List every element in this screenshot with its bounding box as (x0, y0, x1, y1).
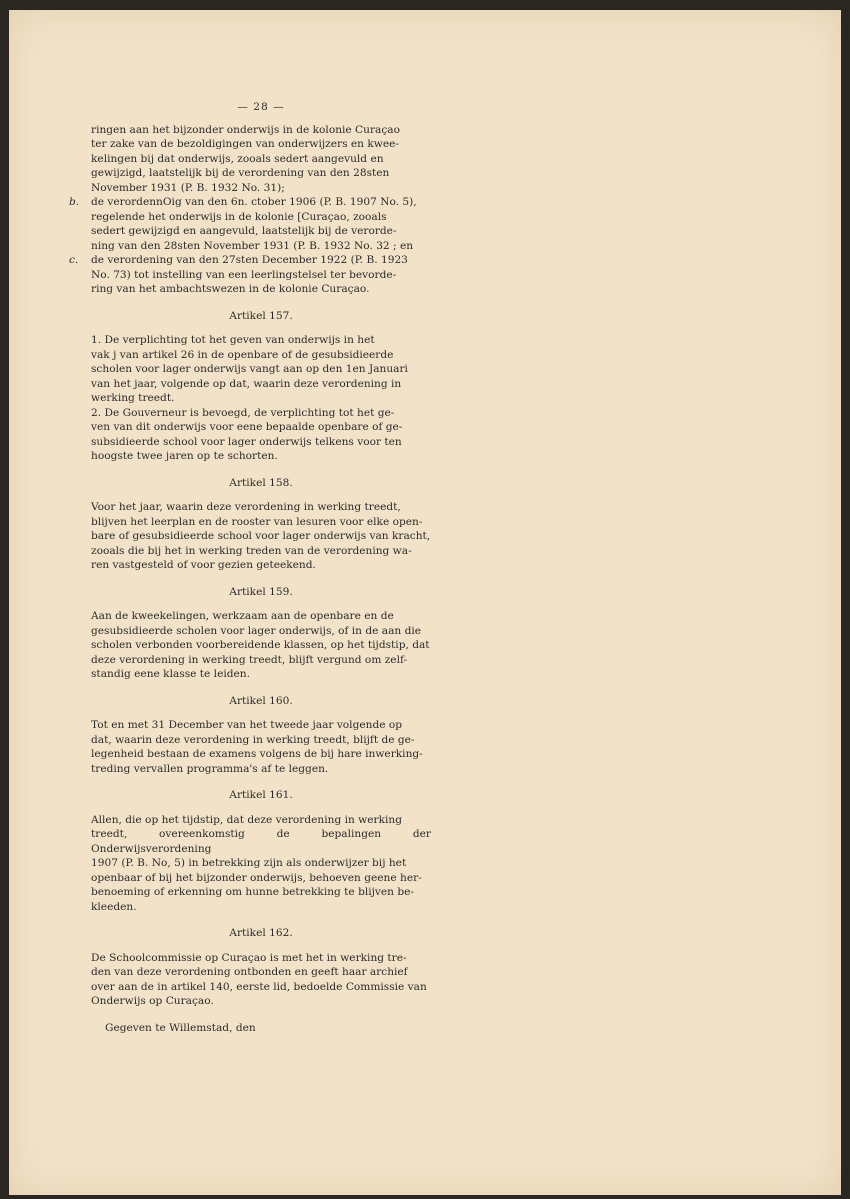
list-label: c. (69, 254, 79, 266)
text-line: Tot en met 31 December van het tweede jaar volgende op (91, 719, 403, 731)
text-line: kleeden. (91, 900, 137, 913)
article-heading: Artikel 159. (229, 585, 293, 598)
text-line: 2. De Gouverneur is bevoegd, de verplichting tot het ge- (91, 406, 395, 419)
article-body (91, 951, 431, 1009)
text-line: Aan de kweekelingen, werkzaam aan de openbare en de (91, 610, 394, 622)
text-line: standig eene klasse te leiden. (91, 668, 250, 680)
text-line: den van deze verordening ontbonden en geeft haar archief (91, 966, 408, 978)
text-line: openbaar of bij het bijzonder onderwijs, behoeven geene her- (91, 871, 422, 884)
closing-line: Gegeven te Willemstad, den (105, 1021, 256, 1034)
text-line: deze verordening in werking treedt, blijft vergund om zelf- (91, 653, 408, 666)
article-heading: Artikel 160. (229, 694, 293, 707)
document-text (69, 100, 431, 1035)
text-line: blijven het leerplan en de rooster van lesuren voor elke open- (91, 515, 423, 528)
text-line: No. 73) tot instelling van een leerlingstelsel ter bevorde- (91, 268, 397, 281)
text-line: zooals die bij het in werking treden van de verordening wa- (91, 544, 412, 557)
text-line: Voor het jaar, waarin deze verordening in werking treedt, (91, 501, 401, 513)
text-line: 1907 (P. B. No, 5) in betrekking zijn als onderwijzer bij het (91, 857, 407, 869)
text-line: scholen voor lager onderwijs vangt aan op den 1en Januari (91, 363, 408, 375)
article-body (91, 718, 431, 776)
text-line: benoeming of erkenning om hunne betrekking te blijven be- (91, 886, 414, 898)
article-body (91, 609, 431, 682)
article-heading: Artikel 161. (229, 789, 293, 801)
text-line: treedt, overeenkomstig de bepalingen der Onderwijsverordening (91, 828, 431, 855)
article-heading: Artikel 157. (229, 309, 293, 322)
text-line: subsidieerde school voor lager onderwijs telkens voor ten (91, 435, 402, 448)
text-line: regelende het onderwijs in de kolonie [Curaçao, zooals (91, 210, 387, 223)
text-line: werking treedt. (91, 392, 175, 404)
text-line: bare of gesubsidieerde school voor lager onderwijs van kracht, (91, 530, 431, 542)
text-line: ringen aan het bijzonder onderwijs in de kolonie Curaçao (91, 123, 400, 136)
intro-paragraph (91, 123, 431, 196)
text-line: legenheid bestaan de examens volgens de bij hare inwerking- (91, 748, 423, 760)
article-heading: Artikel 158. (229, 476, 293, 489)
article-body (91, 813, 431, 915)
text-line: ter zake van de bezoldigingen van onderwijzers en kwee- (91, 138, 399, 150)
document-page (9, 10, 841, 1195)
text-line: November 1931 (P. B. 1932 No. 31); (91, 181, 285, 194)
list-item-c (69, 253, 431, 297)
text-line: over aan de in artikel 140, eerste lid, bedoelde Commissie van (91, 980, 427, 993)
text-line: scholen verbonden voorbereidende klassen, op het tijdstip, dat (91, 639, 430, 651)
text-line: Onderwijs op Curaçao. (91, 995, 214, 1007)
text-line: vak j van artikel 26 in de openbare of de gesubsidieerde (91, 348, 394, 361)
text-line: 1. De verplichting tot het geven van onderwijs in het (91, 334, 375, 346)
text-line: gesubsidieerde scholen voor lager onderwijs, of in de aan die (91, 624, 422, 637)
list-label: b. (69, 196, 80, 208)
page-number: — 28 — (237, 101, 285, 113)
text-line: ven van dit onderwijs voor eene bepaalde openbare of ge- (91, 421, 403, 433)
text-line: ren vastgesteld of voor gezien geteekend. (91, 559, 316, 571)
text-line: dat, waarin deze verordening in werking treedt, blijft de ge- (91, 733, 415, 746)
text-line: ring van het ambachtswezen in de kolonie Curaçao. (91, 283, 370, 295)
list-item-b (69, 195, 431, 253)
text-line: treding vervallen programma's af te leggen. (91, 762, 329, 775)
article-body (91, 333, 431, 464)
text-line: kelingen bij dat onderwijs, zooals sedert aangevuld en (91, 152, 384, 165)
text-line: de verordennOig van den 6n. ctober 1906 (P. B. 1907 No. 5), (91, 196, 417, 208)
text-line: De Schoolcommissie op Curaçao is met het in werking tre- (91, 951, 407, 964)
article-body (91, 500, 431, 573)
text-line: hoogste twee jaren op te schorten. (91, 450, 278, 462)
article-heading: Artikel 162. (229, 927, 293, 939)
text-line: van het jaar, volgende op dat, waarin deze verordening in (91, 377, 402, 390)
text-line: gewijzigd, laatstelijk bij de verordening van den 28sten (91, 167, 390, 179)
text-line: Allen, die op het tijdstip, dat deze verordening in werking (91, 813, 402, 826)
text-line: de verordening van den 27sten December 1922 (P. B. 1923 (91, 254, 408, 266)
text-line: ning van den 28sten November 1931 (P. B. 1932 No. 32 ; en (91, 239, 414, 252)
text-line: sedert gewijzigd en aangevuld, laatstelijk bij de verorde- (91, 225, 397, 237)
